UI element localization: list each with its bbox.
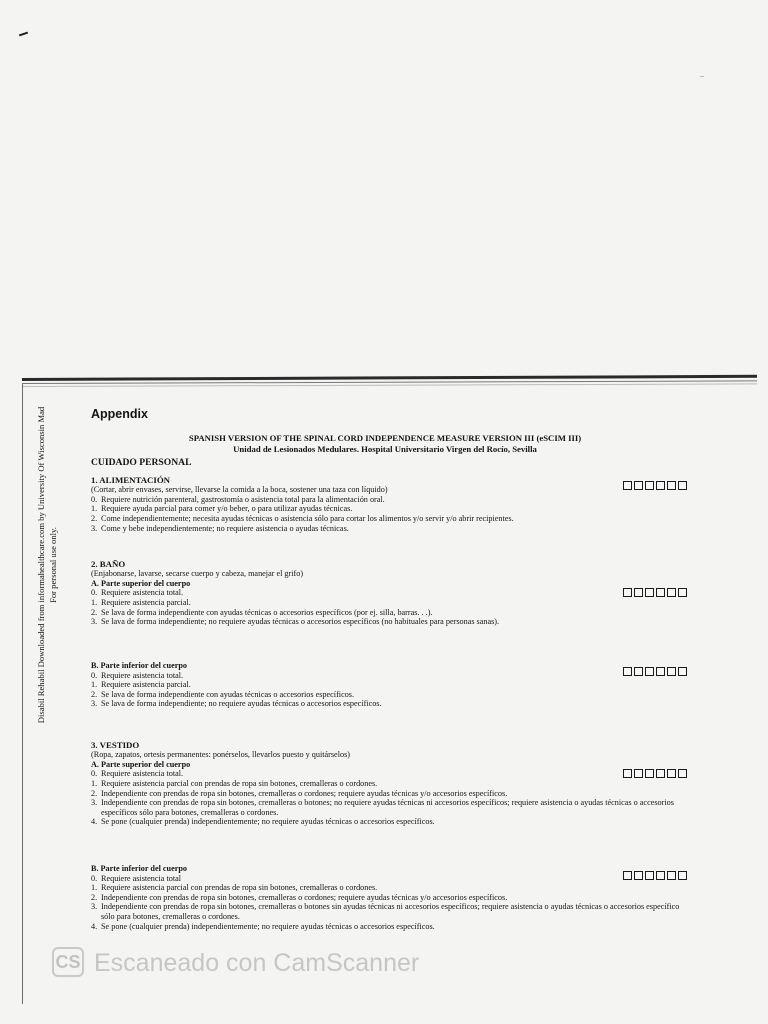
camscanner-watermark: Escaneado con CamScanner [94, 949, 420, 977]
list-item: 1. Requiere ayuda parcial para comer y/o beber, o para utilizar ayudas técnicas. [91, 504, 353, 514]
bano-upper-score-boxes [623, 588, 687, 597]
scan-speck [19, 32, 28, 37]
page-edge-rule-shadow-light [22, 383, 757, 387]
score-box[interactable] [645, 871, 654, 880]
scan-dust [700, 76, 704, 77]
list-item: 0. Requiere asistencia total. [91, 588, 184, 598]
score-box[interactable] [667, 769, 676, 778]
score-box[interactable] [634, 667, 643, 676]
bano-upper-label: A. Parte superior del cuerpo [91, 578, 191, 588]
bano-lower-score-boxes [623, 667, 687, 676]
score-box[interactable] [667, 588, 676, 597]
list-item: 1. Requiere asistencia parcial. [91, 680, 191, 690]
score-box[interactable] [678, 871, 687, 880]
score-box[interactable] [623, 588, 632, 597]
vestido-heading: 3. VESTIDO [91, 740, 140, 750]
score-box[interactable] [634, 481, 643, 490]
list-item: 0. Requiere asistencia total [91, 873, 182, 883]
score-box[interactable] [656, 588, 665, 597]
list-item: 4. Se pone (cualquier prenda) independientemente; no requiere ayudas técnicas o accesorios específicos. [91, 817, 435, 827]
alimentacion-description: (Cortar, abrir envases, servirse, llevarse la comida a la boca, sostener una taza con líquido) [91, 485, 388, 495]
document-title-block [90, 433, 680, 455]
camscanner-logo-icon: CS [52, 947, 84, 977]
score-box[interactable] [623, 481, 632, 490]
bano-description: (Enjabonarse, lavarse, secarse cuerpo y cabeza, manejar el grifo) [91, 569, 304, 579]
list-item: 2. Come independientemente; necesita ayudas técnicas o asistencia sólo para cortar los alimentos y/o servir y/o abrir recipientes. [91, 513, 514, 523]
score-box[interactable] [678, 481, 687, 490]
vestido-description: (Ropa, zapatos, ortesis permanentes: ponérselos, llevarlos puesto y quitárselos) [91, 750, 350, 760]
document-title: SPANISH VERSION OF THE SPINAL CORD INDEPENDENCE MEASURE VERSION III (eSCIM III) [188, 433, 582, 443]
list-item: 3. Se lava de forma independiente; no requiere ayudas técnicas o accesorios específicos. [91, 699, 382, 709]
list-item: 2. Independiente con prendas de ropa sin botones, cremalleras o cordones; requiere ayudas técnicas y/o accesorios específicos. [91, 788, 508, 798]
list-item: 1. Requiere asistencia parcial con prendas de ropa sin botones, cremalleras o cordones. [91, 883, 378, 893]
list-item: 2. Se lava de forma independiente con ayudas técnicas o accesorios específicos. [91, 689, 355, 699]
vestido-upper-score-boxes [623, 769, 687, 778]
vestido-lower-score-boxes [623, 871, 687, 880]
bano-lower-label: B. Parte inferior del cuerpo [91, 661, 188, 670]
score-box[interactable] [656, 769, 665, 778]
score-box[interactable] [667, 667, 676, 676]
score-box[interactable] [678, 667, 687, 676]
score-box[interactable] [645, 481, 654, 490]
list-item: 1. Requiere asistencia parcial. [91, 597, 191, 607]
section-title: CUIDADO PERSONAL [91, 457, 192, 468]
score-box[interactable] [645, 588, 654, 597]
list-item: 1. Requiere asistencia parcial con prendas de ropa sin botones, cremalleras o cordones. [91, 778, 378, 788]
vestido-block [91, 740, 691, 827]
list-item: 0. Requiere asistencia total. [91, 670, 184, 680]
download-notice-line1: Disabil Rehabil Downloaded from informahealthcare.com by University Of Wisconsin Mad [36, 406, 46, 724]
download-notice [35, 375, 59, 755]
list-item: 2. Se lava de forma independiente con ayudas técnicas o accesorios específicos (por ej. silla, barras. . .). [91, 607, 433, 617]
appendix-heading: Appendix [91, 407, 148, 421]
score-box[interactable] [634, 588, 643, 597]
score-box[interactable] [656, 871, 665, 880]
document-subtitle: Unidad de Lesionados Medulares. Hospital Universitario Virgen del Rocío, Sevilla [233, 444, 537, 454]
list-item: 3. Come y bebe independientemente; no requiere asistencia o ayudas técnicas. [91, 523, 349, 533]
list-item: 3. Se lava de forma independiente; no requiere ayudas técnicas o accesorios específicos (no habituales para personas sanas). [91, 617, 500, 627]
score-box[interactable] [634, 871, 643, 880]
list-item: 4. Se pone (cualquier prenda) independientemente; no requiere ayudas técnicas o accesorios específicos. [91, 921, 435, 931]
bano-block [91, 559, 691, 627]
score-box[interactable] [634, 769, 643, 778]
score-box[interactable] [678, 588, 687, 597]
vestido-lower-block [91, 864, 691, 931]
score-box[interactable] [656, 667, 665, 676]
alimentacion-heading: 1. ALIMENTACIÓN [91, 475, 171, 485]
download-notice-line2: For personal use only. [48, 527, 58, 603]
score-box[interactable] [667, 871, 676, 880]
vestido-upper-label: A. Parte superior del cuerpo [91, 759, 191, 769]
score-box[interactable] [623, 769, 632, 778]
page-left-edge [22, 384, 23, 1004]
alimentacion-block [91, 475, 691, 533]
score-box[interactable] [623, 871, 632, 880]
list-item: 3. Independiente con prendas de ropa sin botones, cremalleras o botones sin ayudas técnicas ni accesorios específicos; requiere asistencia o ayudas técnicas o accesorios específico sólo para botones, cremalleras o cordones. [91, 902, 680, 921]
score-box[interactable] [645, 667, 654, 676]
list-item: 2. Independiente con prendas de ropa sin botones, cremalleras o cordones; requiere ayudas técnicas y/o accesorios específicos. [91, 892, 508, 902]
list-item: 0. Requiere nutrición parenteral, gastrostomía o asistencia total para la alimentación oral. [91, 494, 385, 504]
score-box[interactable] [656, 481, 665, 490]
score-box[interactable] [678, 769, 687, 778]
alimentacion-score-boxes [623, 481, 687, 490]
score-box[interactable] [667, 481, 676, 490]
bano-lower-block [91, 661, 691, 709]
score-box[interactable] [645, 769, 654, 778]
score-box[interactable] [623, 667, 632, 676]
list-item: 0. Requiere asistencia total. [91, 769, 184, 779]
vestido-lower-label: B. Parte inferior del cuerpo [91, 864, 188, 873]
list-item: 3. Independiente con prendas de ropa sin botones, cremalleras o botones; no requiere ayudas técnicas ni accesorios específicos; requiere asistencia o ayudas técnicas o accesorios específicos sólo para botones, cremalleras o cordones. [91, 798, 674, 817]
bano-heading: 2. BAÑO [91, 559, 126, 569]
